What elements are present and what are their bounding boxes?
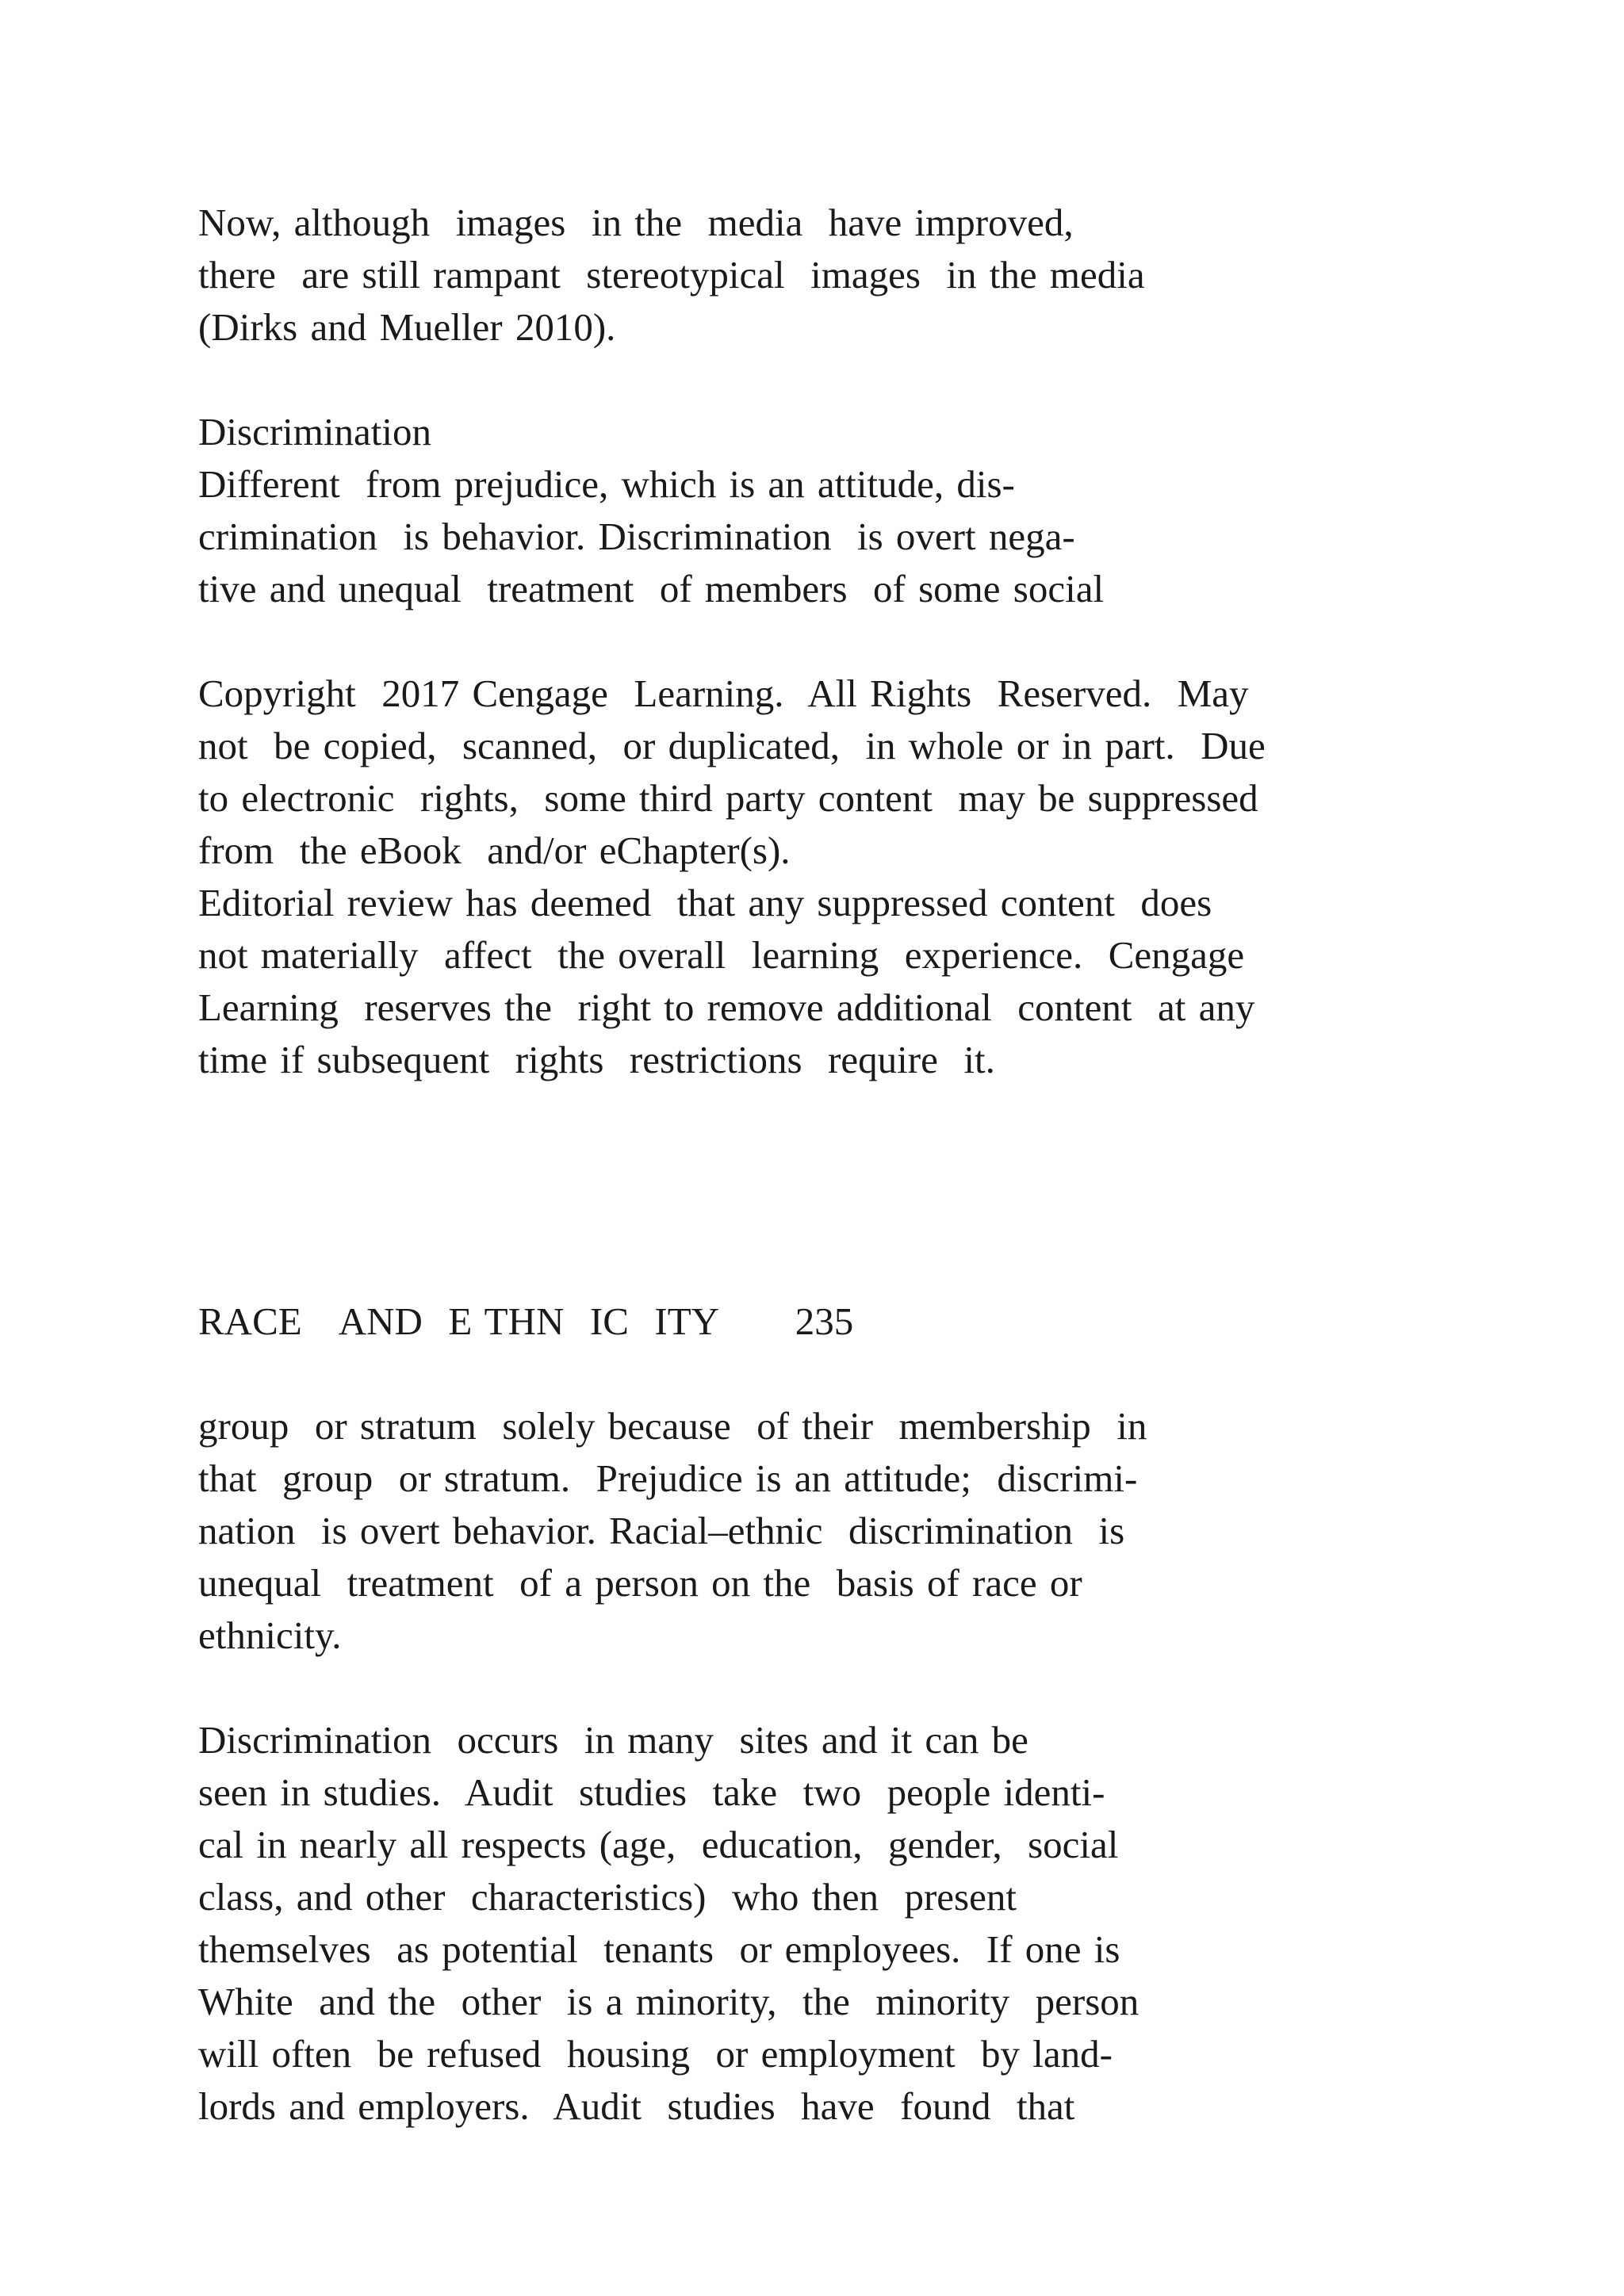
text-line: Learning reserves the right to remove additional content at any (198, 985, 1255, 1029)
text-line: from the eBook and/or eChapter(s). (198, 828, 791, 872)
text-line: themselves as potential tenants or employees. If one is (198, 1927, 1120, 1971)
text-line: seen in studies. Audit studies take two people identi- (198, 1770, 1105, 1814)
paragraph-audit-studies (198, 1714, 1546, 2133)
text-line: time if subsequent rights restrictions require it. (198, 1038, 995, 1081)
section-heading-discrimination: Discrimination (198, 410, 431, 453)
document-page (198, 197, 1546, 2133)
paragraph-media-images (198, 197, 1546, 354)
text-line: class, and other characteristics) who then present (198, 1875, 1017, 1919)
text-line: Now, although images in the media have improved, (198, 201, 1074, 244)
text-line: not be copied, scanned, or duplicated, in whole or in part. Due (198, 724, 1266, 767)
paragraph-discrimination-continued (198, 1400, 1546, 1662)
text-line: Copyright 2017 Cengage Learning. All Rights Reserved. May (198, 672, 1249, 715)
text-line: that group or stratum. Prejudice is an attitude; discrimi- (198, 1456, 1138, 1500)
text-line: cal in nearly all respects (age, education, gender, social (198, 1823, 1119, 1866)
text-line: crimination is behavior. Discrimination is overt nega- (198, 515, 1075, 558)
text-line: Discrimination occurs in many sites and it can be (198, 1718, 1028, 1762)
text-line: tive and unequal treatment of members of some social (198, 567, 1105, 610)
text-line: lords and employers. Audit studies have found that (198, 2084, 1075, 2128)
paragraph-discrimination-definition (198, 458, 1546, 615)
text-line: nation is overt behavior. Racial–ethnic discrimination is (198, 1509, 1125, 1552)
text-line: White and the other is a minority, the minority person (198, 1980, 1139, 2023)
text-line: to electronic rights, some third party content may be suppressed (198, 776, 1258, 820)
text-line: (Dirks and Mueller 2010). (198, 305, 616, 349)
text-line: unequal treatment of a person on the basis of race or (198, 1561, 1082, 1605)
text-line: group or stratum solely because of their membership in (198, 1404, 1147, 1448)
running-head-page-number: RACE AND E THN IC ITY 235 (198, 1299, 854, 1343)
text-line: ethnicity. (198, 1613, 342, 1657)
text-line: there are still rampant stereotypical images in the media (198, 253, 1145, 297)
text-line: Editorial review has deemed that any suppressed content does (198, 881, 1212, 924)
text-line: Different from prejudice, which is an attitude, dis- (198, 462, 1015, 506)
text-line: will often be refused housing or employment by land- (198, 2032, 1113, 2076)
text-line: not materially affect the overall learning experience. Cengage (198, 933, 1245, 977)
copyright-notice (198, 668, 1546, 1086)
